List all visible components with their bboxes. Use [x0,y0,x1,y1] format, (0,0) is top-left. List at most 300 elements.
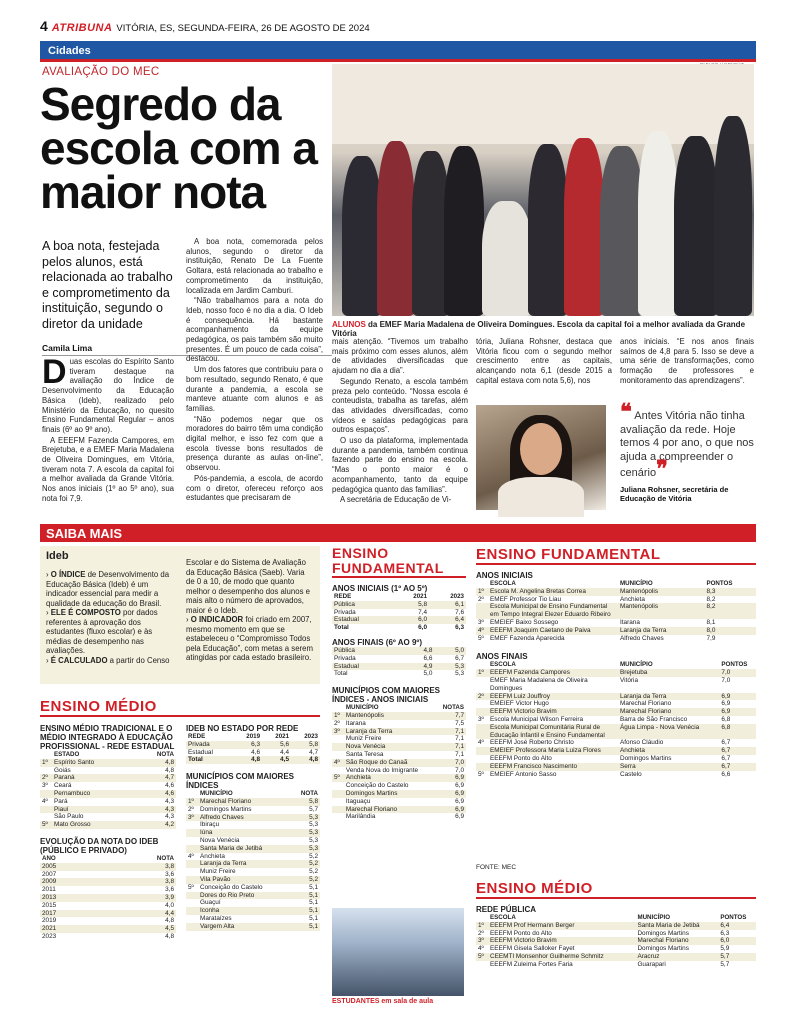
table-row [186,837,320,845]
table-cell: Privada [186,741,233,749]
table-header: MUNICÍPIO [200,790,233,798]
table-cell: Nova Venécia [200,836,240,844]
table-row [186,806,320,814]
table-cell: Domingos Martins [637,945,689,953]
table-row [332,767,466,775]
table-cell: EEEFM Victorio Bravim [488,708,618,716]
table-cell: Mantenópolis [618,603,704,619]
table-cell: 6,9 [719,693,756,701]
table-cell: CEEMTI Monsenhor Guilherme Schmitz [488,953,635,961]
table-row [186,845,320,853]
table-header: NOTA [156,854,174,862]
table-cell: Laranja da Terra [198,860,291,868]
table-header: NOTA [300,790,318,798]
table-row [40,813,176,821]
table-cell: 6,4 [718,922,756,930]
table-row [476,937,756,945]
close-quote-icon: ❞ [656,456,668,481]
table-row [476,619,756,627]
col2-p3: Um dos fatores que contribuiu para o bom resultado, segundo Renato, é que durante a pandemia, a escola se manteve atuante com alunos e as famílias. [186,365,323,413]
table-cell: 8,2 [704,603,756,619]
table-row [332,712,466,720]
table-cell: 8,1 [706,618,716,626]
table-row [40,871,176,879]
table-cell: 2019 [42,917,57,925]
table-row [186,876,320,884]
table-cell: 2023 [42,932,57,940]
table-cell [40,790,52,798]
table-cell: Iúna [198,829,291,837]
table-cell: 6,6 [423,654,433,662]
em-right-title: ENSINO MÉDIO [476,880,756,899]
table-row [186,868,320,876]
table-cell: 1º [40,759,52,767]
table-cell: Paraná [52,774,136,782]
table-cell: Total [334,670,348,678]
table-cell: EEEFM Joaquim Caetano de Paiva [488,627,618,635]
table-cell: 5,9 [720,945,730,953]
caption-text: da EMEF Maria Madalena de Oliveira Domingues. Escola da capital foi a melhor avaliada da Grande Vitória [332,320,746,338]
table-cell: Pernambuco [52,790,136,798]
em-right-rede-title: REDE PÚBLICA [476,905,537,914]
table-cell: 5,3 [291,829,320,837]
table-row [476,922,756,930]
table-cell: Brejetuba [618,669,719,677]
em-right-table [476,914,756,969]
table-cell: Ceará [54,782,72,790]
table-cell: 1º [332,712,344,720]
table-row [186,814,320,822]
table-cell: 5,1 [291,923,320,931]
table-cell: Guaçuí [200,899,221,907]
photo-person [638,131,678,316]
table-cell [186,923,198,931]
table-header: 2023 [304,733,318,740]
table-cell [332,806,344,814]
table-row [332,616,466,624]
table-row [186,853,320,861]
trad-title: ENSINO MÉDIO TRADICIONAL E O MÉDIO INTEGRADO À EDUCAÇÃO PROFISSIONAL - REDE ESTADUAL [40,724,175,751]
table-cell: 2015 [42,901,57,909]
table-cell: EEEFM Victorio Bravim [488,937,635,945]
table-cell: 5,1 [309,914,318,922]
table-cell [186,907,198,915]
table-cell: 7,1 [455,735,464,743]
table-cell: Total [334,624,349,632]
table-row [476,708,756,716]
table-cell: 4,3 [136,806,176,814]
table-cell: 7,1 [436,743,466,751]
table-cell [40,806,52,814]
table-cell: Escola Municipal Wilson Ferreira [490,715,584,723]
table-header: ESTADO [54,751,80,758]
em-left-col-1 [40,724,176,941]
table-cell: 5,3 [291,814,320,822]
table-row [476,763,756,771]
mun-iniciais-title: MUNICÍPIOS COM MAIORES ÍNDICES - ANOS INICIAIS [332,686,441,705]
table-cell: Espírito Santo [52,759,136,767]
article-col-2 [186,237,323,504]
table-row [476,700,756,708]
table-cell: 3,8 [103,863,176,871]
table-cell [476,724,488,740]
table-row [40,782,176,790]
table-row [476,930,756,938]
table-header: NOTA [156,751,174,758]
fonte-label: FONTE: MEC [476,864,517,871]
table-cell: 7,4 [418,608,428,616]
table-cell: Ibiraçu [200,821,220,829]
article-col-4 [476,337,612,387]
table-cell: 6,7 [455,654,464,662]
table-cell: 6,9 [436,806,466,814]
table-cell: 2º [188,805,194,813]
table-cell: 5º [332,774,344,782]
table-cell: 2011 [42,886,56,894]
photo-person [482,201,532,316]
table-row [476,677,756,693]
table-cell: 3,6 [165,870,174,878]
col5-p1: anos iniciais. “E nos anos finais saímos de 4,8 para 5. Isso se deve a uma série de transformações, como formação de professores e monitoramento das aprendizagens”. [620,337,754,385]
table-cell [186,845,198,853]
table-row [40,886,176,894]
table-cell: 3º [476,937,488,945]
table-cell: 5,3 [455,670,464,678]
article-col-1 [42,353,174,505]
col2-p1: A boa nota, comemorada pelos alunos, segundo o diretor da instituição, Renato De La Fuente Goltara, está relacionada ao trabalho e comprometimento da instituição, localizada em Jardim Camburi. [186,237,323,295]
table-cell: 4º [42,797,48,805]
table-cell [186,860,198,868]
table-cell: Marechal Floriano [344,806,436,814]
table-cell: 5,6 [262,741,291,749]
col3-p3: O uso da plataforma, implementada durante a pandemia, também continua fazendo parte do ensino na escola. “Mas o ponto maior é o acompanhamento, tanto da equipe pedagógica quanto das famílias”. [332,436,468,494]
table-cell: Piauí [52,806,136,814]
table-cell: Anchieta [344,774,436,782]
deck: A boa nota, festejada pelos alunos, está relacionada ao trabalho e comprometimento da instituição, segundo o diretor da unidade [42,239,173,331]
table-row [186,923,320,931]
table-cell: 6,9 [455,813,464,821]
evol-table [40,855,176,941]
table-cell: 4º [478,945,484,953]
mun-table [186,790,320,930]
ef-big-iniciais-table [476,580,756,642]
table-cell: 7,0 [455,766,464,774]
table-cell [476,763,488,771]
table-row [476,716,756,724]
table-cell: 5,3 [309,821,318,829]
table-row [476,961,756,969]
table-cell: Anchieta [200,852,225,860]
table-cell: 5,3 [309,836,318,844]
table-cell: EEEFM Gisela Salloker Fayet [490,945,575,953]
table-row [40,806,176,814]
table-cell [186,915,198,923]
table-row [332,728,466,736]
quote-attribution: Juliana Rohsner, secretária de Educação de Vitória [620,485,729,503]
table-row [186,821,320,829]
ideb-p3: a partir do Censo [107,655,170,665]
table-cell: 4,8 [291,756,320,764]
table-cell: 2º [40,774,52,782]
table-cell: EEEFM José Roberto Christo [490,739,574,747]
table-cell: 6,7 [721,739,731,747]
table-row [332,670,466,678]
table-cell: 5,2 [291,860,320,868]
th-2021: 2021 [413,593,428,600]
table-cell: Afonso Cláudio [620,739,664,747]
table-cell: São Roque do Canaã [344,759,436,767]
ef-small-block [332,546,466,821]
table-cell: 2º [476,693,488,701]
table-cell: EEEFM Zuleima Fortes Faria [490,960,573,968]
table-row [40,894,176,902]
table-row [40,917,176,925]
table-cell: Muniz Freire [200,868,236,876]
table-header [332,704,344,712]
dropcap: D [42,353,67,391]
table-row [186,829,320,837]
table-cell [332,751,344,759]
quote-text: Antes Vitória não tinha avaliação da rede. Hoje temos 4 por ano, o que nos ajuda a compreender o cenário [620,410,754,479]
table-row [332,624,466,632]
mun-title: MUNICÍPIOS COM MAIORES ÍNDICES [186,772,295,791]
table-row [332,655,466,663]
table-cell: Escola Municipal Comunitária Rural de Educação Infantil e Ensino Fundamental [488,724,618,740]
table-cell: EMEF Professor Tio Liau [490,595,562,603]
table-cell: 7,7 [436,712,466,720]
th-municipio: MUNICÍPIO [620,580,653,587]
table-row [476,627,756,635]
saiba-mais-bar: SAIBA MAIS [40,524,756,542]
table-row [186,899,320,907]
ideb-p2: por dados referentes à aprovação dos estudantes (fluxo escolar) e às médias de desempenho nas avaliações. [46,608,158,655]
table-cell: 5,2 [309,852,318,860]
ef-small-finais-title: ANOS FINAIS (6º AO 9º) [332,637,422,647]
photo-background [332,64,754,144]
table-cell: Pará [54,797,68,805]
col2-p5: Pós-pandemia, a escola, de acordo com o diretor, ofereceu reforço aos estudantes que precisaram de [186,473,323,503]
table-cell: Privada [334,608,356,616]
table-cell [476,755,488,763]
col2-p2: “Não trabalhamos para a nota do Ideb, nosso foco é no dia a dia. O Ideb é consequência. Há bastante acompanhamento da equipe pedagógica, os pais também são muito presentes. É um pouco de cada coisa”, destacou. [186,296,323,364]
th-rede: REDE [334,593,352,600]
photo-person [528,144,568,316]
table-cell: 4,7 [136,774,176,782]
table-cell: Muniz Freire [345,735,382,743]
table-row [40,821,176,829]
ef-big-finais-table [476,661,756,778]
table-cell: 4,5 [262,756,291,764]
table-cell: 4,8 [165,932,174,940]
table-cell [332,735,344,743]
table-cell: 7,0 [721,676,731,684]
table-cell: 4º [332,759,344,767]
article-col-5 [620,337,754,387]
table-cell: 6,1 [429,601,466,609]
table-cell: 4,8 [165,766,174,774]
table-row [476,669,756,677]
table-row [332,663,466,671]
table-cell: 7,6 [455,608,464,616]
ideb-p4: Escolar e do Sistema de Avaliação da Educação Básica (Saeb). Varia de 0 a 10, de modo que quanto melhor o desempenho dos alunos e mais alto o número de aprovados, maior é o Ideb. [186,558,310,615]
table-cell: Dores do Rio Preto [198,892,291,900]
table-header: PONTOS [721,661,748,669]
table-row [332,790,466,798]
table-row [40,902,176,910]
table-cell: Castelo [620,770,642,778]
table-cell: 3º [332,728,344,736]
table-cell: 8,3 [704,588,756,596]
ideb-title: Ideb [46,550,69,562]
table-cell: 5,1 [291,892,320,900]
table-header [476,914,488,922]
table-cell [332,813,344,821]
col2-p4: “Não podemos negar que os moradores do bairro têm uma condição digital melhor, e isso fez com que a escola tivesse bons resultados de presença durante as aulas on-line”, observou. [186,414,323,473]
table-cell: 4,9 [403,663,435,671]
table-cell: Itarana [345,719,366,727]
table-cell: 5,1 [309,883,318,891]
table-cell: 6,8 [719,724,756,740]
photo-caption [332,320,754,338]
table-header: ESCOLA [490,914,516,921]
table-cell: Vila Pavão [198,876,291,884]
table-cell: EEEFM Ponto do Alto [490,754,552,762]
table-row [186,915,320,923]
table-cell [476,747,488,755]
table-cell: 2005 [40,863,103,871]
section-underline [40,59,756,62]
table-cell [476,700,488,708]
table-header [476,661,488,669]
portrait-photo [476,405,606,510]
table-cell: Marechal Floriano [635,937,718,945]
table-cell [476,603,488,619]
table-cell: Domingos Martins [344,790,436,798]
table-row [476,739,756,747]
table-row [186,798,320,806]
table-cell [332,767,344,775]
table-row [40,863,176,871]
table-header [476,580,488,588]
table-cell: 2º [478,929,484,937]
table-cell: Serra [618,763,719,771]
table-cell: Santa Maria de Jetibá [198,845,291,853]
ef-big-block [476,546,756,778]
table-row [186,749,320,757]
table-cell: 4,7 [309,748,318,756]
table-cell: 4,6 [251,748,261,756]
rede-table [186,733,320,764]
table-cell: 6,8 [721,715,731,723]
col4-p1: tória, Juliana Rohsner, destaca que Vitória ficou com o segundo melhor crescimento entre as capitais, alcançando nota 6,1 (desde 2015 a capital estava com nota 5,6), nos [476,337,612,385]
photo-person [377,141,415,316]
th-2023: 2023 [450,593,464,600]
table-cell: 3,9 [103,894,176,902]
table-cell: Laranja da Terra [618,627,704,635]
table-cell: Marechal Floriano [618,708,719,716]
table-cell: 6,9 [719,708,756,716]
ideb-p5-lead: O INDICADOR [190,615,244,624]
table-row [332,735,466,743]
table-cell: Itaguaçu [345,797,371,805]
table-cell: 3º [186,814,198,822]
table-cell: 7,0 [436,759,466,767]
col3-p4: A secretária de Educação de Vi- [340,495,452,505]
table-cell: 4,8 [165,917,174,925]
open-quote-icon: ❝ [620,399,632,424]
table-row [186,892,320,900]
table-cell: EMEIEF Antonio Sasso [490,770,557,778]
table-row [332,813,466,821]
table-row [332,774,466,782]
table-cell: 4º [188,852,194,860]
pull-quote [620,399,754,481]
kicker: AVALIAÇÃO DO MEC [42,66,160,78]
ideb-p1-lead: O ÍNDICE [50,570,86,579]
table-row [476,953,756,961]
table-cell: 3,8 [103,878,176,886]
table-row [40,767,176,775]
table-header [186,790,198,798]
table-row [186,756,320,764]
dateline: VITÓRIA, ES, SEGUNDA-FEIRA, 26 DE AGOSTO DE 2024 [116,23,370,34]
table-cell: 6,3 [233,741,262,749]
table-cell [186,821,198,829]
table-header: ESCOLA [490,661,516,669]
table-cell: 2º [334,719,340,727]
table-cell: Anchieta [618,747,719,755]
table-cell [186,829,198,837]
table-header: 2021 [275,733,290,740]
em-right-block [476,880,756,969]
photo-person [564,138,604,316]
table-row [40,925,176,933]
table-cell: 5,8 [392,601,429,609]
table-cell: Estadual [332,616,392,624]
page-number: 4 [40,18,48,34]
ideb-box [40,546,320,684]
table-cell: Marechal Floriano [198,798,291,806]
table-cell: 4,8 [403,647,435,655]
table-cell: 4,2 [136,821,176,829]
article-col-3 [332,337,468,506]
table-row [332,647,466,655]
table-cell: 8,2 [706,595,716,603]
portrait-face [520,423,562,475]
table-cell: 3º [478,618,484,626]
th-notas: NOTAS [442,704,464,712]
table-cell: São Paulo [54,813,84,821]
table-cell: 6,9 [455,797,464,805]
table-row [40,910,176,918]
table-cell: 5,8 [291,798,320,806]
table-cell: Guarapari [637,960,666,968]
ef-small-iniciais-title: ANOS INICIAIS (1º AO 5º) [332,584,428,593]
table-cell: 5º [188,883,194,891]
ef-big-finais-title: ANOS FINAIS [476,652,528,662]
table-cell [476,708,488,716]
table-cell [40,767,52,775]
table-header: PONTOS [720,914,747,921]
table-cell: 7,9 [706,634,716,642]
cap2-label: ESTUDANTES [332,998,380,1005]
table-cell [332,743,344,751]
col3-p1: mais atenção. “Tivemos um trabalho mais próximo com esses alunos, além de atividades diversificadas que ajudam no dia a dia”. [332,337,468,376]
caption-label: ALUNOS [332,320,366,329]
table-cell [186,892,198,900]
table-cell: Pública [332,601,392,609]
table-cell [332,790,344,798]
